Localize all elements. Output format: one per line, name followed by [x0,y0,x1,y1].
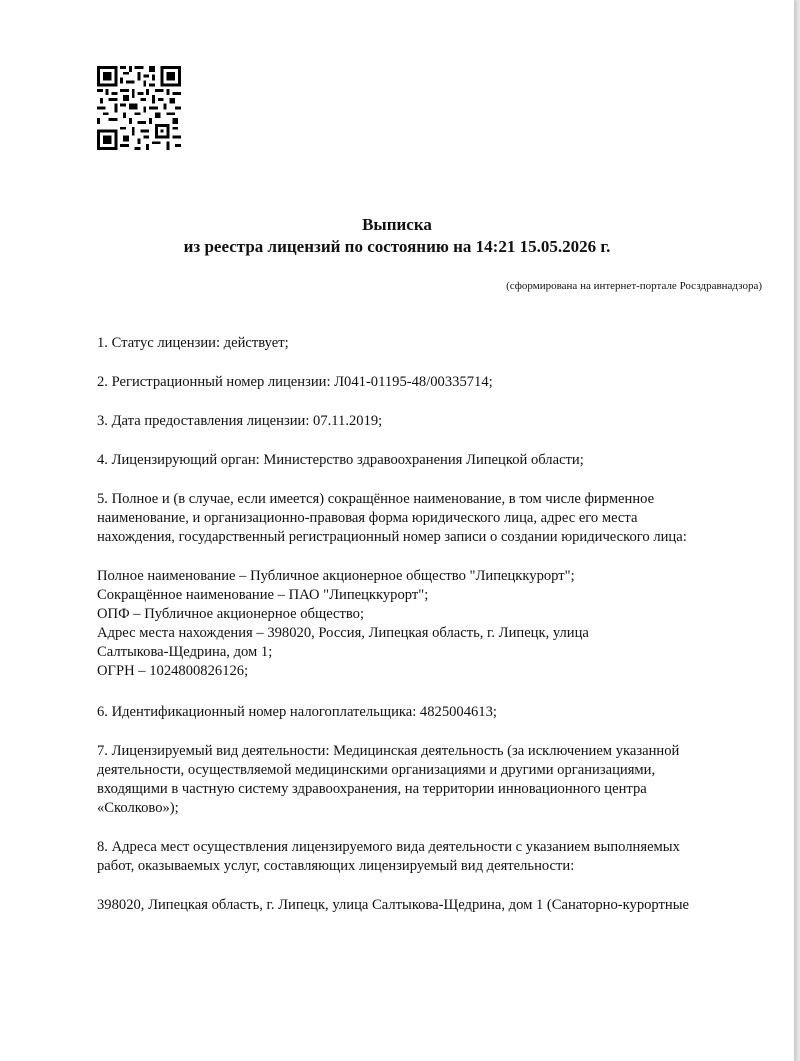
item-activity [97,742,757,818]
item-inn: 6. Идентификационный номер налогоплательщика: 4825004613; [97,704,497,720]
item-issue-date: 3. Дата предоставления лицензии: 07.11.2019; [97,413,383,429]
text-line: 7. Лицензируемый вид деятельности: Медицинская деятельность (за исключением указанной [97,743,680,759]
item-status: 1. Статус лицензии: действует; [97,335,289,351]
text-line: нахождения, государственный регистрационный номер записи о создании юридического лица: [97,529,687,545]
generated-note: (сформирована на интернет-портале Росздравнадзора) [506,280,762,292]
document-title: Выписка [362,215,432,234]
text-line: 5. Полное и (в случае, если имеется) сокращённое наименование, в том числе фирменное [97,491,655,507]
item-licensing-body: 4. Лицензирующий орган: Министерство здравоохранения Липецкой области; [97,452,584,468]
document-subtitle: из реестра лицензий по состоянию на 14:21 15.05.2026 г. [183,237,611,256]
ogrn-line: ОГРН – 1024800826126; [97,663,249,679]
address-line: Адрес места нахождения – 398020, Россия, Липецкая область, г. Липецк, улица [97,625,589,641]
item-address-1: 398020, Липецкая область, г. Липецк, улица Салтыкова-Щедрина, дом 1 (Санаторно-курортные [97,897,689,913]
text-line: входящими в частную систему здравоохранения, на территории инновационного центра [97,781,647,797]
item-reg-number: 2. Регистрационный номер лицензии: Л041-01195-48/00335714; [97,374,493,390]
item-addresses-intro [97,838,757,876]
text-line: «Сколково»); [97,800,179,816]
text-line: 8. Адреса мест осуществления лицензируемого вида деятельности с указанием выполняемых [97,839,680,855]
short-name-line: Сокращённое наименование – ПАО "Липецккурорт"; [97,587,429,603]
item-names-intro [97,490,757,547]
text-line: работ, оказываемых услуг, составляющих лицензируемый вид деятельности: [97,858,575,874]
legal-form-line: ОПФ – Публичное акционерное общество; [97,606,365,622]
full-name-line: Полное наименование – Публичное акционерное общество "Липецккурорт"; [97,568,575,584]
item-names-details [97,567,757,681]
qr-code-icon [97,66,181,150]
text-line: деятельности, осуществляемой медицинскими организациями и другими организациями, [97,762,656,778]
text-line: наименование, и организационно-правовая форма юридического лица, адрес его места [97,510,638,526]
address-line-cont: Салтыкова-Щедрина, дом 1; [97,644,273,660]
